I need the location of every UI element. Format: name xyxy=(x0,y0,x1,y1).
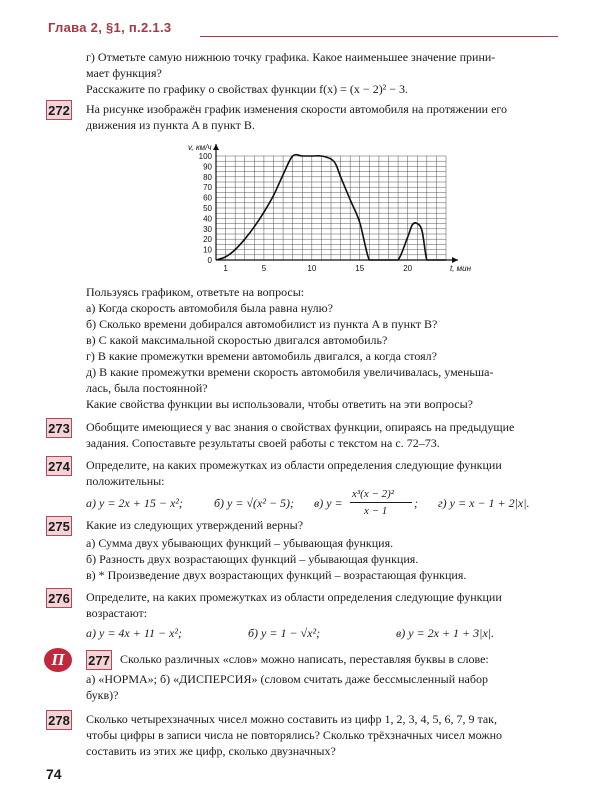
header-rule xyxy=(200,36,558,37)
y-tick-label: 20 xyxy=(203,235,212,245)
y-tick-label: 60 xyxy=(203,193,212,203)
p273-line-1: Обобщите имеющиеся у вас знания о свойствах функции, опираясь на предыдущие xyxy=(86,420,515,434)
y-tick-label: 10 xyxy=(203,245,212,255)
p276-option-c: в) y = 2x + 1 + 3|x|. xyxy=(396,626,495,640)
problem-275-number: 275 xyxy=(46,516,72,536)
x-tick-label: 5 xyxy=(261,264,267,273)
p276-line-1: Определите, на каких промежутках из области определения следующие функции xyxy=(86,590,502,604)
p276-option-a: а) y = 4x + 11 − x²; xyxy=(86,626,182,640)
intro-line-1: г) Отметьте самую нижнюю точку графика. Какое наименьшее значение прини- xyxy=(86,50,496,64)
p272-question-a: а) Когда скорость автомобиля была равна нулю? xyxy=(86,301,333,315)
x-axis-arrow-icon xyxy=(452,257,458,263)
p272-question-e-1: д) В какие промежутки времени скорость автомобиля увеличивалась, уменьша- xyxy=(86,365,494,379)
p272-final-question: Какие свойства функции вы использовали, чтобы ответить на эти вопросы? xyxy=(86,397,473,411)
problem-272-number: 272 xyxy=(46,100,72,120)
p272-question-c: в) С какой максимальной скоростью двигался автомобиль? xyxy=(86,333,388,347)
x-tick-label: 10 xyxy=(307,264,317,273)
p276-option-b: б) y = 1 − √x²; xyxy=(248,626,321,640)
p275-statement-a: а) Сумма двух убывающих функций – убывающая функция. xyxy=(86,536,394,550)
page-number: 74 xyxy=(46,766,62,782)
p274-option-d: г) y = x − 1 + 2|x|. xyxy=(438,496,530,510)
p274-option-b: б) y = √(x² − 5); xyxy=(214,496,295,510)
p274-line-2: положительны: xyxy=(86,474,165,488)
p274-line-1: Определите, на каких промежутках из области определения следующие функции xyxy=(86,458,502,472)
x-tick-label: 20 xyxy=(403,264,413,273)
speed-chart xyxy=(180,140,500,285)
p273-line-2: задания. Сопоставьте результаты своей работы с текстом на с. 72–73. xyxy=(86,436,440,450)
chapter-header: Глава 2, §1, п.2.1.3 xyxy=(48,20,172,35)
p278-line-1: Сколько четырехзначных чисел можно составить из цифр 1, 2, 3, 4, 5, 6, 7, 9 так, xyxy=(86,712,498,726)
x-axis-label: t, мин xyxy=(450,264,472,273)
problem-276-number: 276 xyxy=(46,588,72,608)
p277-line-3: букв)? xyxy=(86,688,119,702)
p275-statement-b: б) Разность двух возрастающих функций – убывающая функция. xyxy=(86,552,419,566)
p275-line-1: Какие из следующих утверждений верны? xyxy=(86,518,304,532)
fraction-bar xyxy=(350,502,412,503)
p274-option-c-denominator: x − 1 xyxy=(364,505,388,517)
x-tick-label: 15 xyxy=(355,264,365,273)
p274-option-c-end: ; xyxy=(414,496,418,510)
y-axis-label: v, км/ч xyxy=(188,143,212,152)
p275-statement-c: в) * Произведение двух возрастающих функций – возрастающая функция. xyxy=(86,568,467,582)
problem-278-number: 278 xyxy=(46,710,72,730)
y-axis-arrow-icon xyxy=(213,144,219,150)
p272-question-b: б) Сколько времени добирался автомобилист из пункта A в пункт B? xyxy=(86,317,438,331)
p272-line-1: На рисунке изображён график изменения скорости автомобиля на протяжении его xyxy=(86,102,508,116)
y-tick-label: 80 xyxy=(203,172,212,182)
p274-option-c-numerator: x³(x − 2)² xyxy=(352,488,395,500)
p272-question-e-2: лась, была постоянной? xyxy=(86,381,208,395)
p272-line-2: движения из пункта A в пункт B. xyxy=(86,118,255,132)
y-tick-label: 100 xyxy=(198,152,212,161)
problem-274-number: 274 xyxy=(46,456,72,476)
problem-273-number: 273 xyxy=(46,418,72,438)
p272-question-d: г) В какие промежутки времени автомобиль двигался, а когда стоял? xyxy=(86,349,437,363)
y-tick-label: 50 xyxy=(203,204,212,213)
intro-line-2: мает функция? xyxy=(86,66,162,80)
y-tick-label: 0 xyxy=(207,256,212,265)
p278-line-2: чтобы цифры в записи числа не повторялись? Сколько трёхзначных чисел можно xyxy=(86,728,502,742)
p274-option-c-label: в) y = xyxy=(314,496,343,510)
p277-line-2: а) «НОРМА»; б) «ДИСПЕРСИЯ» (словом считать даже бессмысленный набор xyxy=(86,672,488,686)
pi-badge-icon: П xyxy=(44,648,72,672)
intro-line-3: Расскажите по графику о свойствах функции f(x) = (x − 2)² − 3. xyxy=(86,82,409,96)
y-tick-label: 70 xyxy=(203,183,212,193)
y-tick-label: 90 xyxy=(203,162,212,172)
p276-line-2: возрастают: xyxy=(86,606,148,620)
p274-option-a: а) y = 2x + 15 − x²; xyxy=(86,496,183,510)
p277-line-1: Сколько различных «слов» можно написать, переставляя буквы в слове: xyxy=(120,652,489,666)
x-tick-label: 1 xyxy=(223,264,228,273)
p278-line-3: составить из этих же цифр, сколько двузначных? xyxy=(86,744,336,758)
p272-question-intro: Пользуясь графиком, ответьте на вопросы: xyxy=(86,285,305,299)
y-tick-label: 30 xyxy=(203,224,212,234)
problem-277-number: 277 xyxy=(86,650,112,670)
y-tick-label: 40 xyxy=(203,214,212,224)
